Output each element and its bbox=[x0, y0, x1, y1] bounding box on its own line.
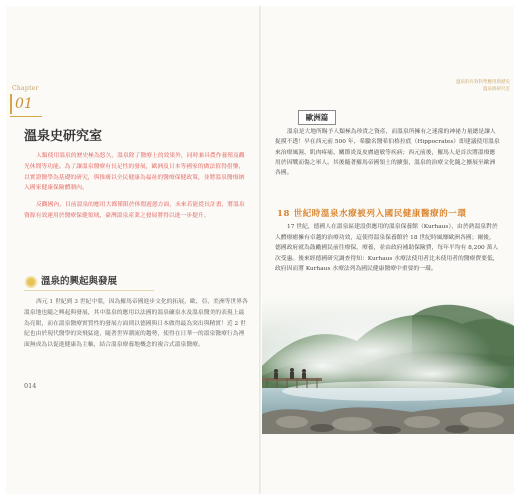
chapter-underline bbox=[10, 116, 42, 117]
intro-paragraph-1: 人類使用溫泉的歷史極為悠久，溫泉除了醫療上的效果外，同時兼具農作養殖及觀光休閒等功能。為了讓溫泉醫療有長足性的發展，歐洲及日本等國家的做法值得借鑒，以實證醫學為基礎的研究，與推廣以全民健康為福祉的醫療保健政策，並將溫泉醫療納入國家健康保險體制內。 bbox=[24, 153, 245, 192]
book-gutter bbox=[259, 6, 261, 494]
section-heading-rise bbox=[27, 273, 117, 287]
running-head-bottom: 溫泉與研究室 bbox=[483, 87, 510, 92]
flower-icon bbox=[27, 278, 35, 286]
section-body: 西元 1 世紀到 3 世紀中葉，因為羅馬帝國進步文化的拓展，歐、亞、美洲等世界各溫泉地也隨之興起與發展，其中溫泉的應用以法國的溫泉礦泉水及溫泉醫美的表現上最為亮眼，而在溫泉醫療實質性的發展方面則以德國與日本做得最為突出與精實！近 2 世紀也由於現代醫學的突飛猛進，隨著世界潮流的趨勢，使得在日華一的溫泉醫療行為裡面無成為以促進健康為主軸，結合溫泉療養地概念的複合式溫泉醫療。 bbox=[24, 299, 248, 349]
hot-spring-illustration bbox=[262, 296, 514, 434]
section-divider bbox=[24, 290, 154, 291]
region-tag: 歐洲篇 bbox=[298, 110, 336, 125]
intro-paragraph-2: 反觀國內，目前溫泉的應用大都僅限於休閒遊憩方面，未來若能從長計畫，將溫泉資源有效運用於醫療保健領域，臺灣溫泉產業之發展將得以進一步提升。 bbox=[24, 202, 245, 219]
page-title: 溫泉史研究室 bbox=[24, 129, 103, 144]
europe-body: 溫泉是大地所賜予人類極為珍貴之資產，而溫泉所擁有之迷濛的神祕力量總是讓人捉摸不透！早在西元前 500 年，希臘名醫希伯格拉底（Hippocrates）即建議使用溫泉來治療風濕、肌肉疼痛、關節炎及皮膚過敏等疾病；西元前後，羅馬人是首次將溫療應用於因戰而傷之軍人。其後隨著羅馬帝國領土的擴張，溫泉的治療文化隨之擴展至歐洲各國。 bbox=[275, 129, 500, 177]
section-heading-18th-century: 18 世紀時溫泉水療被列入國民健康醫療的一環 bbox=[277, 209, 467, 219]
kurhaus-body: 17 世紀，德國人在溫泉區建設供應用的溫泉保養館（Kurhaus），由於熟溫泉對於人體療癒擁有卓越的治療功效，這使得溫泉保養館於 18 世紀時風靡歐洲各國；爾後，德國政府就為鼓勵國民前往療保，療養，並由政府補助保險費，每年平均有 8,200 萬人次受惠。後來經德國研究調查得知：Kurhaus 水療法使用者比未使用者的醫療費要低，政府因而將 Kurhaus 水療法列為國民健康醫療中重要的一環。 bbox=[275, 224, 499, 273]
chapter-label: Chapter bbox=[12, 85, 39, 92]
hot-spring-photo bbox=[262, 296, 514, 434]
page-number-left: 014 bbox=[24, 382, 37, 390]
section-heading-text: 溫泉的興起與發展 bbox=[41, 276, 118, 287]
running-head-top: 溫泉的有效科學應用與歷史 bbox=[456, 80, 510, 85]
chapter-number: 01 bbox=[10, 94, 41, 114]
intro-text bbox=[24, 151, 249, 228]
